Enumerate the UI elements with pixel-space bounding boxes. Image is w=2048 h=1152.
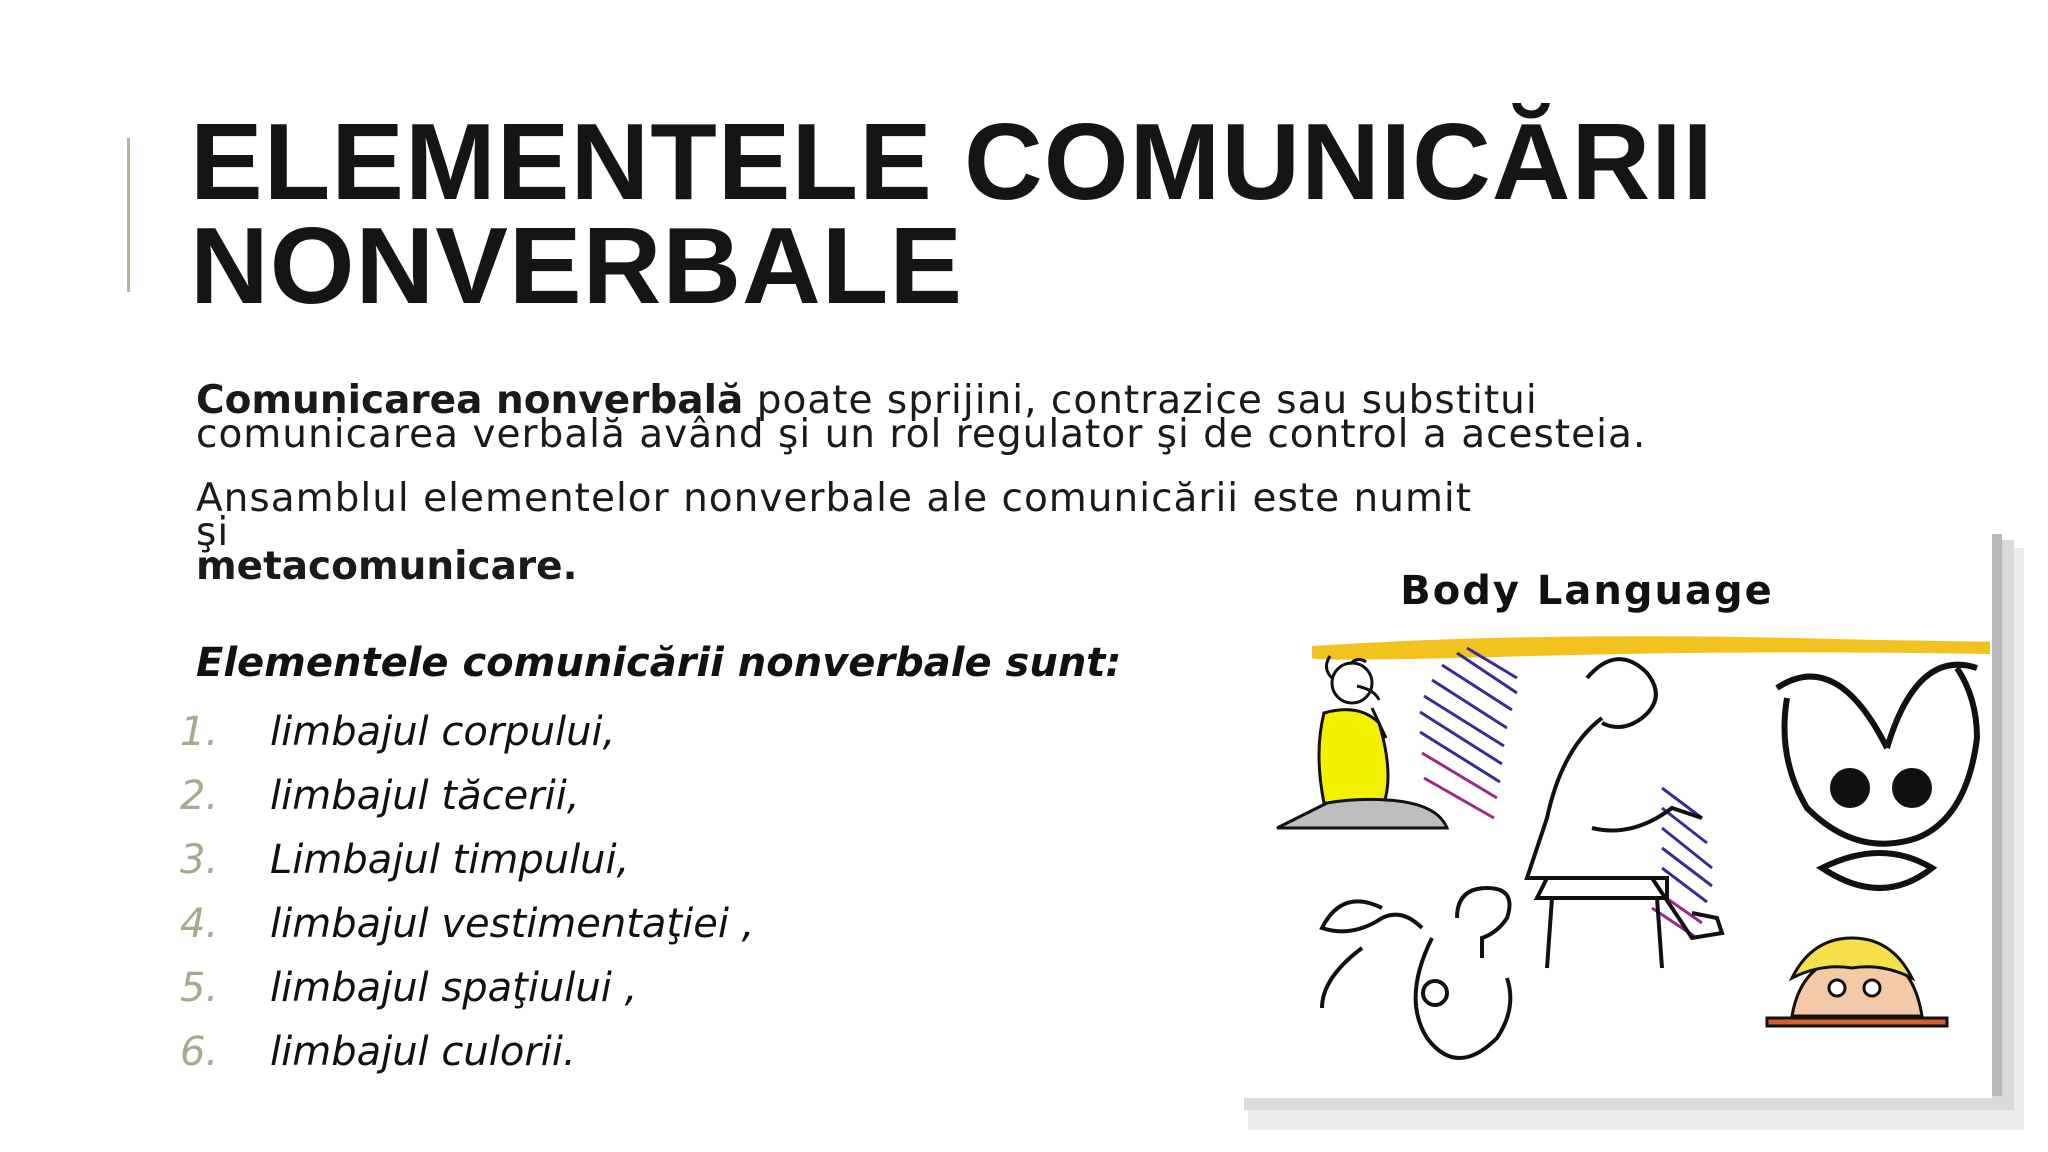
list-item [180,956,754,1020]
intro-bold: Comunicarea nonverbală [196,378,744,423]
list-number: 3. [180,837,219,883]
list-item [180,764,754,828]
list-item [180,1020,754,1084]
meta-bold: metacomunicare. [196,544,578,589]
list-item [180,892,754,956]
list-text: limbajul spaţiului , [270,965,638,1011]
slide-title [190,101,1714,327]
peeking-kid-figure [1767,938,1947,1026]
list-number: 6. [180,1029,219,1075]
thinking-man-figure [1322,888,1510,1058]
illustration-caption: Body Language [1400,568,1774,614]
angry-face-figure [1777,665,1977,888]
list-text: limbajul culorii. [270,1029,576,1075]
list-number: 4. [180,901,219,947]
accent-bar [127,138,130,292]
title-line-1: ELEMENTELE COMUNICĂRII [190,101,1714,223]
yellow-stripe [1312,636,1990,659]
list-number: 5. [180,965,219,1011]
list-item [180,700,754,764]
body-language-illustration [1232,528,1990,1096]
elements-list [180,700,754,1084]
list-text: limbajul corpului, [270,709,616,755]
title-line-2: NONVERBALE [190,205,964,327]
list-heading: Elementele comunicării nonverbale sunt: [196,640,1122,686]
kneeling-man-figure [1277,656,1447,828]
list-text: limbajul vestimentaţiei , [270,901,755,947]
list-number: 1. [180,709,219,755]
list-text: limbajul tăcerii, [270,773,580,819]
list-number: 2. [180,773,219,819]
seated-figure [1420,648,1722,968]
intro-rest: poate sprijini, contrazice sau substitui comunicarea verbală având şi un rol regulator şi de control a acesteia. [196,378,1647,457]
list-text: Limbajul timpului, [270,837,630,883]
meta-text: Ansamblul elementelor nonverbale ale comunicării este numit şi [196,476,1473,555]
intro-paragraph [196,378,1756,457]
list-item [180,828,754,892]
